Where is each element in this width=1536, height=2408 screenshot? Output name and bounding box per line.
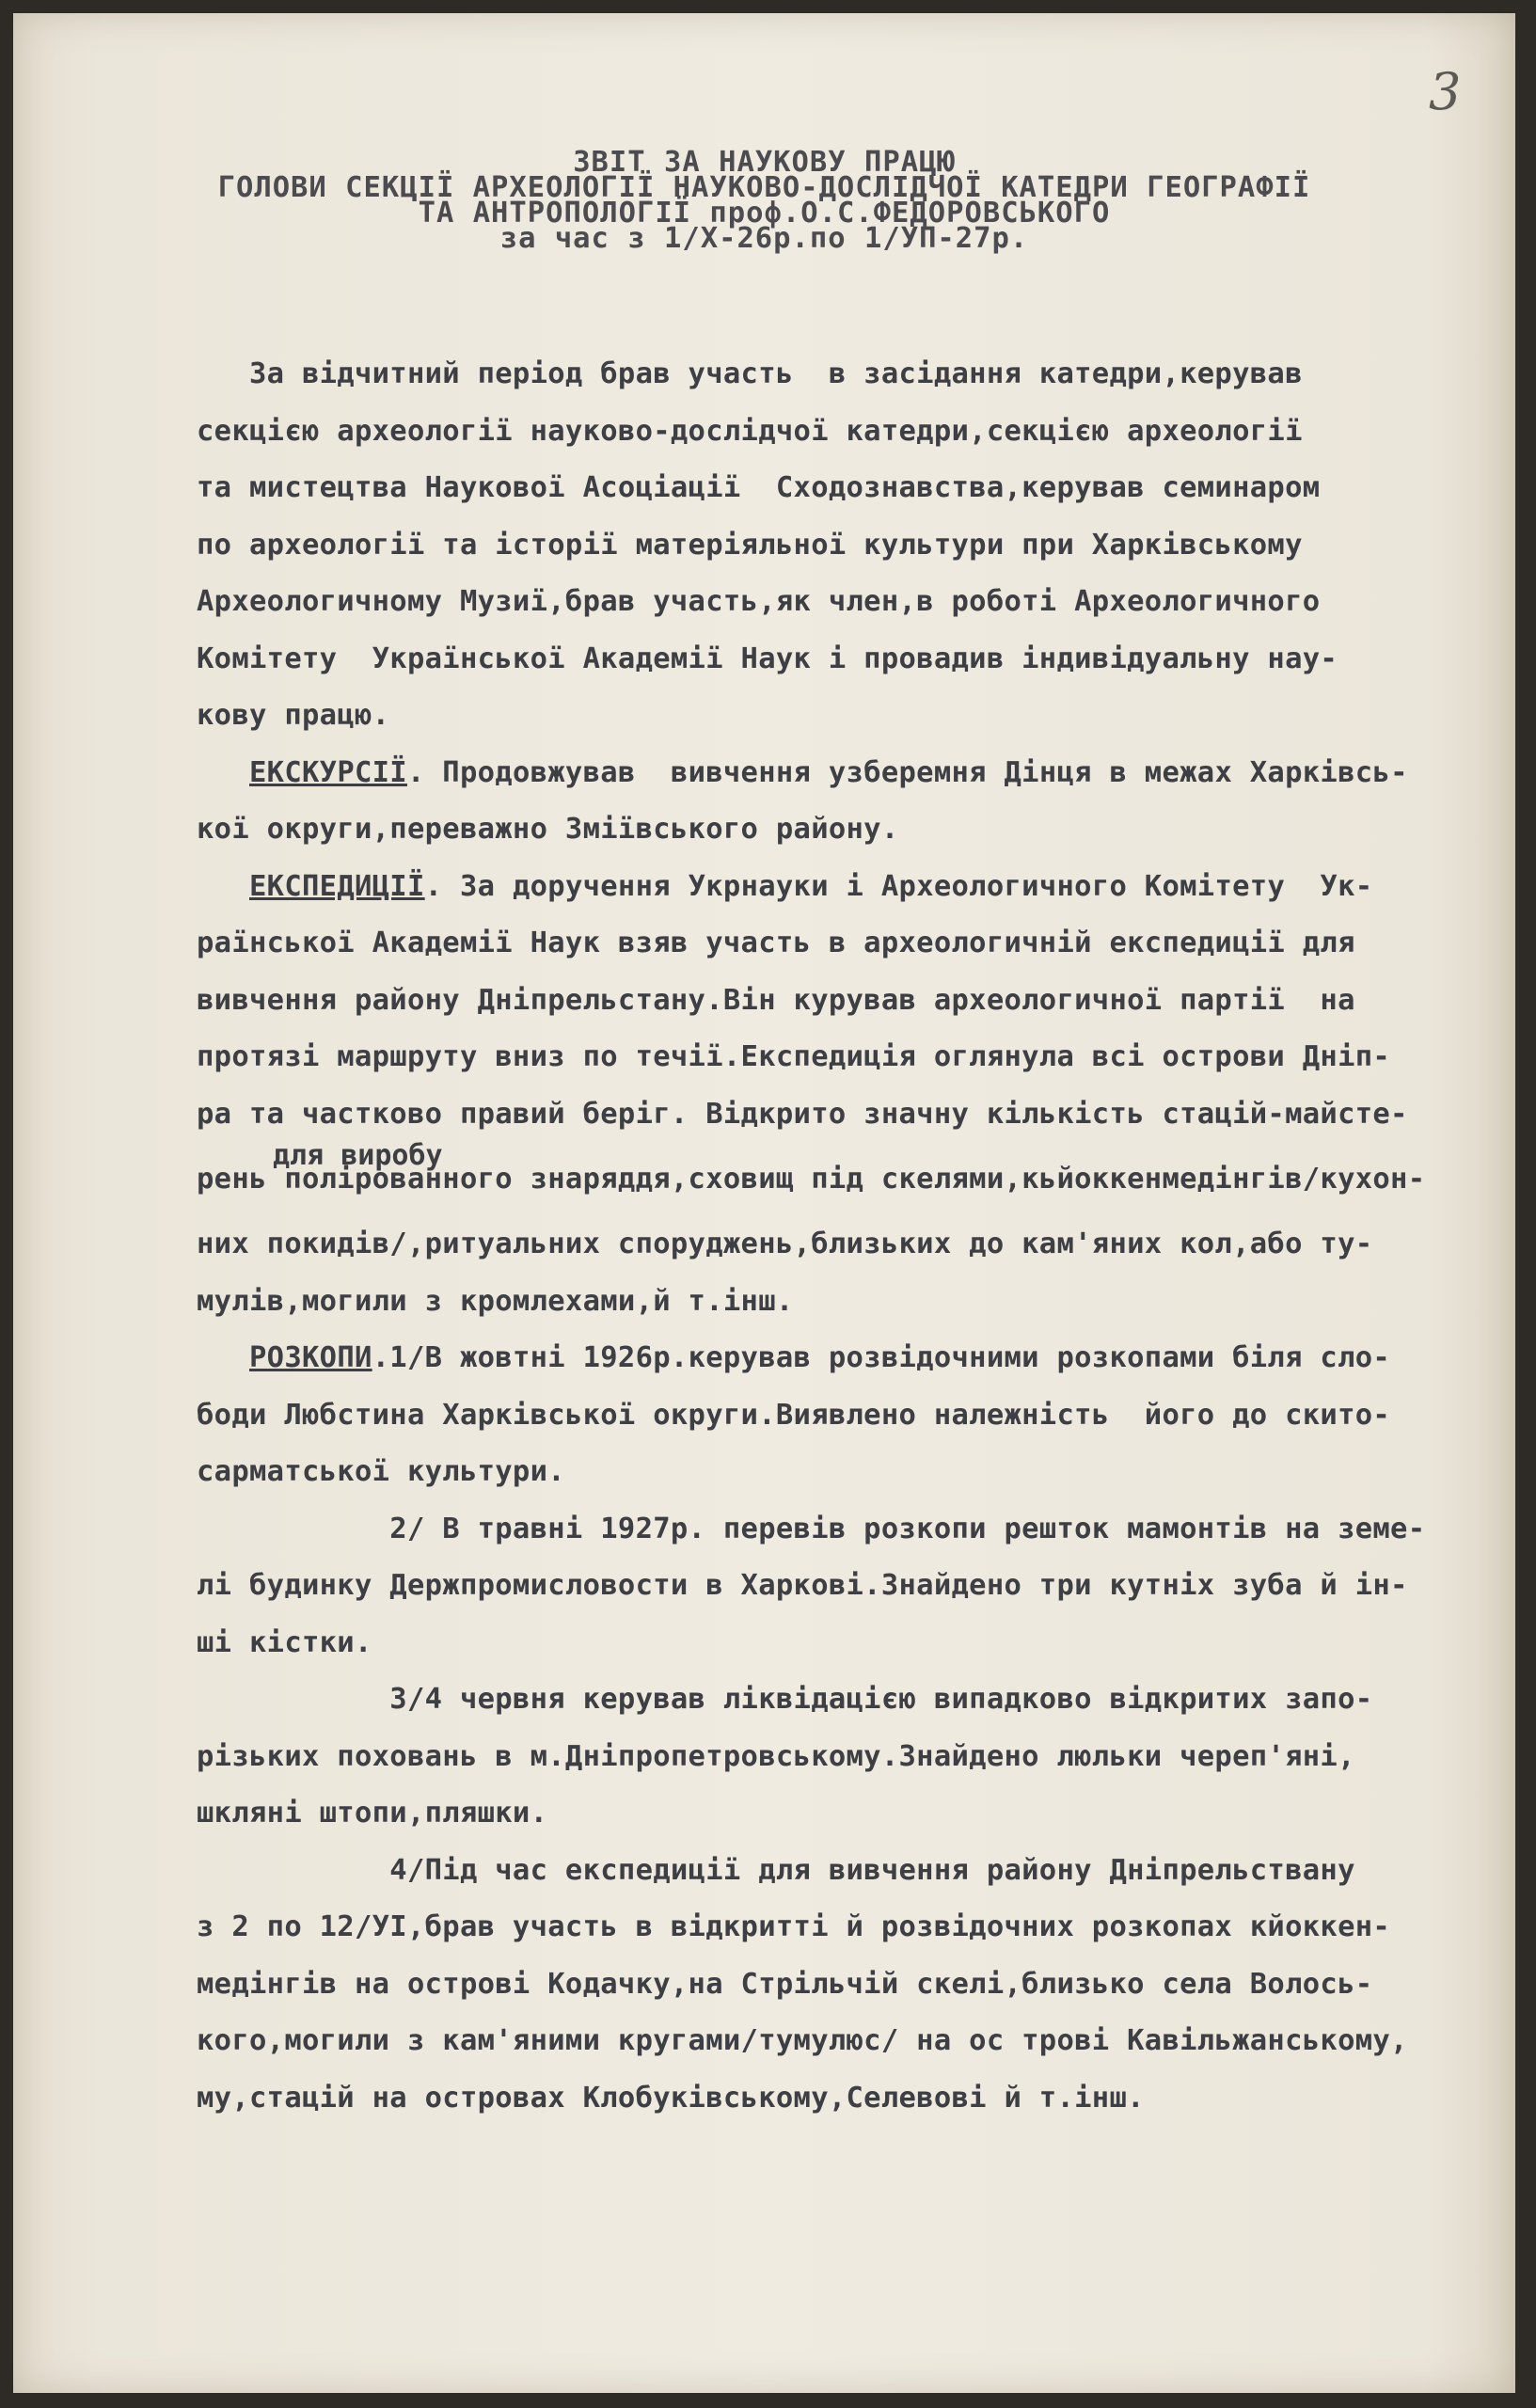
body-line: кої округи,переважно Зміївського району.: [197, 813, 899, 846]
body-line: них покидів/,ритуальних споруджень,близьких до кам'яних кол,або ту-: [197, 1228, 1373, 1260]
section-excursions-line: ЕКСКУРСІЇ. Продовжував вивчення узберемня Дінця в межах Харківсь-: [249, 755, 1408, 789]
body-line: ра та частково правий беріг. Відкрито значну кількість стацій-майсте-: [197, 1097, 1408, 1131]
report-body: [197, 346, 1509, 2127]
report-heading: [13, 146, 1515, 255]
body-line: лі будинку Держпромисловости в Харкові.Знайдено три кутніх зуба й ін-: [197, 1569, 1408, 1602]
section-expeditions-line: ЕКСПЕДИЦІЇ. За доручення Укрнауки і Археологичного Комітету Ук-: [249, 869, 1373, 903]
body-line: 4/Під час експедиції для вивчення району Дніпрельствану: [197, 1853, 1355, 1887]
body-line: му,стацій на островах Клобуківському,Селевові й т.інш.: [197, 2081, 1145, 2115]
body-line: раїнської Академії Наук взяв участь в археологичній експедиції для: [197, 927, 1355, 959]
body-line: та мистецтва Наукової Асоціації Сходознавства,керував семинаром: [197, 471, 1321, 504]
body-line: 3/4 червня керував ліквідацією випадково відкритих запо-: [197, 1683, 1373, 1716]
body-line: з 2 по 12/УІ,брав участь в відкритті й розвідочних розкопах кйоккен-: [197, 1910, 1391, 1943]
body-line: секцією археології науково-дослідчої катедри,секцією археології: [197, 414, 1303, 448]
page-number: 3: [1429, 62, 1462, 121]
body-line: різьких поховань в м.Дніпропетровському.Знайдено люльки череп'яні,: [197, 1739, 1355, 1773]
heading-line: ГОЛОВИ СЕКЦІЇ АРХЕОЛОГІЇ НАУКОВО-ДОСЛІДЧОЇ КАТЕДРИ ГЕОГРАФІЇ: [217, 171, 1311, 204]
heading-line: за час з 1/Х-26р.по 1/УП-27р.: [499, 222, 1029, 255]
body-line: 2/ В травні 1927р. перевів розкопи решток мамонтів на земе-: [197, 1512, 1426, 1545]
body-line: мулів,могили з кромлехами,й т.інш.: [197, 1284, 794, 1318]
section-excavations-line: РОЗКОПИ.1/В жовтні 1926р.керував розвідочними розкопами біля сло-: [249, 1341, 1391, 1374]
body-line: по археології та історії матеріяльної культури при Харківському: [197, 528, 1303, 562]
body-line: рень полірованного знаряддя,сховищ під скелями,кьйоккенмедінгів/кухон-: [197, 1163, 1426, 1196]
body-line: ші кістки.: [197, 1625, 372, 1659]
document-page: [13, 13, 1515, 2393]
body-line: шкляні штопи,пляшки.: [197, 1797, 548, 1830]
body-line: За відчитний період брав участь в засідання катедри,керував: [197, 357, 1303, 390]
body-line: Комітету Української Академії Наук і провадив індивідуальну нау-: [197, 642, 1338, 675]
handwritten-insertion: для виробу: [273, 1139, 443, 1172]
heading-line: ТА АНТРОПОЛОГІЇ проф.О.С.ФЕДОРОВСЬКОГО: [418, 197, 1111, 230]
body-line: Археологичному Музиї,брав участь,як член,в роботі Археологичного: [197, 585, 1321, 618]
body-line: вивчення району Дніпрельстану.Він курував археологичної партії на: [197, 983, 1355, 1017]
body-line: кого,могили з кам'яними кругами/тумулюс/ на ос трові Кавільжанському,: [197, 2024, 1408, 2057]
body-line: боди Любстина Харківської округи.Виявлено належність його до скито-: [197, 1398, 1391, 1432]
body-line: кову працю.: [197, 699, 390, 732]
body-line: сарматської культури.: [197, 1455, 565, 1488]
body-line: медінгів на острові Кодачку,на Стрільчій скелі,близько села Волось-: [197, 1967, 1373, 2001]
body-line: протязі маршруту вниз по течії.Експедиція оглянула всі острови Дніп-: [197, 1040, 1391, 1073]
heading-line: ЗВІТ ЗА НАУКОВУ ПРАЦЮ: [573, 146, 956, 179]
